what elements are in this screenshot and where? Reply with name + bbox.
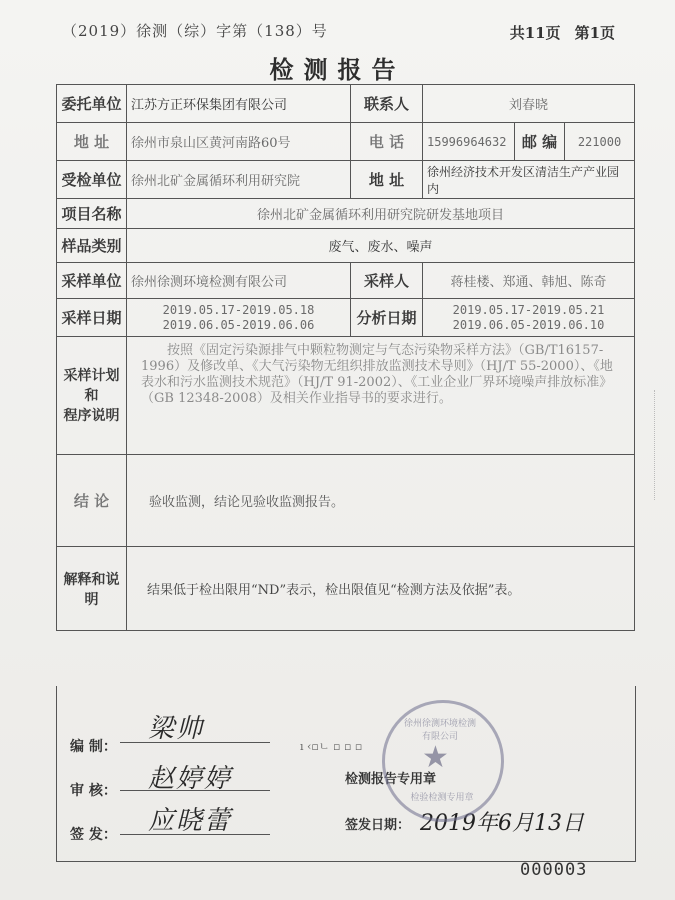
- review-line: [120, 790, 270, 791]
- conclusion-value: 验收监测，结论见验收监测报告。: [127, 455, 635, 547]
- sample-date-2: 2019.06.05-2019.06.06: [162, 317, 315, 332]
- page-indicator: [496, 22, 615, 43]
- scribble-marks: ı ‹▫ㄴ ▫ ▫ ▫: [300, 740, 363, 753]
- analysis-date-value: [423, 299, 635, 337]
- report-title: 检测报告: [269, 55, 406, 84]
- analysis-date-2: 2019.06.05-2019.06.10: [452, 317, 605, 332]
- doc-number: （2019）徐测（综）字第（138）号: [62, 22, 328, 40]
- compile-line: [120, 742, 270, 743]
- issue-line: [120, 834, 270, 835]
- review-signature: 赵婷婷: [148, 764, 233, 794]
- analysis-date-1: 2019.05.17-2019.05.21: [452, 302, 605, 317]
- project-value: 徐州北矿金属循环利用研究院研发基地项目: [127, 199, 635, 229]
- issue-date-label: 签发日期：: [345, 818, 411, 833]
- seal-bottom-text: 检验检测专用章: [410, 793, 474, 803]
- sampler-unit-value: 徐州徐测环境检测有限公司: [127, 263, 351, 299]
- sampler-label: 采样人: [351, 263, 423, 299]
- row-sampler-unit: [57, 263, 635, 299]
- row-project: [57, 199, 635, 229]
- row-interp: [57, 547, 635, 631]
- seal-star-icon: ★: [422, 740, 449, 775]
- row-plan: [57, 337, 635, 455]
- conclusion-label: 结 论: [57, 455, 127, 547]
- inspected-addr-value: 徐州经济技术开发区清洁生产产业园内: [423, 161, 635, 199]
- issue-date-value: 2019年6月13日: [420, 811, 584, 836]
- row-address: [57, 123, 635, 161]
- sampler-value: 蒋桂楼、郑通、韩旭、陈奇: [423, 263, 635, 299]
- zip-value: 221000: [565, 123, 635, 161]
- interp-value: 结果低于检出限用“ND”表示，检出限值见“检测方法及依据”表。: [127, 547, 635, 631]
- inspected-addr-label: 地 址: [351, 161, 423, 199]
- current-page: 第1页: [574, 24, 615, 42]
- page-edge-marks: [654, 390, 663, 500]
- analysis-date-label: 分析日期: [351, 299, 423, 337]
- row-sample-type: [57, 229, 635, 263]
- serial-number: 000003: [520, 860, 588, 880]
- interp-label: 解释和说明: [57, 547, 127, 631]
- address-value: 徐州市泉山区黄河南路60号: [127, 123, 351, 161]
- seal-top-text: 徐州徐测环境检测有限公司: [403, 719, 476, 742]
- plan-label-2: 程序说明: [63, 407, 120, 424]
- sample-date-label: 采样日期: [57, 299, 127, 337]
- report-table: [56, 84, 635, 631]
- stamp-note: 检测报告专用章: [345, 772, 437, 787]
- contact-label: 联系人: [351, 85, 423, 123]
- zip-label: 邮 编: [515, 123, 565, 161]
- sample-type-label: 样品类别: [57, 229, 127, 263]
- sampler-unit-label: 采样单位: [57, 263, 127, 299]
- sample-date-value: [127, 299, 351, 337]
- inspected-label: 受检单位: [57, 161, 127, 199]
- inspected-value: 徐州北矿金属循环利用研究院: [127, 161, 351, 199]
- compile-signature: 梁帅: [148, 714, 205, 744]
- compile-label: 编 制：: [70, 739, 117, 755]
- client-label: 委托单位: [57, 85, 127, 123]
- issue-signature: 应晓蕾: [148, 806, 233, 836]
- sample-date-1: 2019.05.17-2019.05.18: [162, 302, 315, 317]
- phone-label: 电 话: [351, 123, 423, 161]
- sample-type-value: 废气、废水、噪声: [127, 229, 635, 263]
- project-label: 项目名称: [57, 199, 127, 229]
- plan-label-1: 采样计划和: [63, 367, 120, 404]
- row-dates: [57, 299, 635, 337]
- plan-text: 按照《固定污染源排气中颗粒物测定与气态污染物采样方法》（GB/T16157-1996）及修改单、《大气污染物无组织排放监测技术导则》（HJ/T 55-2000）、《地表水和污水监测技术规范》（HJ/T 91-2002）、《工业企业厂界环境噪声排放标准》（GB 12348-2008）及相关作业指导书的要求进行。: [127, 337, 635, 455]
- phone-value: 15996964632: [423, 123, 515, 161]
- issue-label: 签 发：: [70, 827, 117, 843]
- contact-value: 刘春晓: [423, 85, 635, 123]
- plan-label: [57, 337, 127, 455]
- client-value: 江苏方正环保集团有限公司: [127, 85, 351, 123]
- review-label: 审 核：: [70, 783, 117, 799]
- row-inspected: [57, 161, 635, 199]
- row-conclusion: [57, 455, 635, 547]
- row-client: [57, 85, 635, 123]
- total-pages: 共11页: [509, 24, 561, 42]
- address-label: 地 址: [57, 123, 127, 161]
